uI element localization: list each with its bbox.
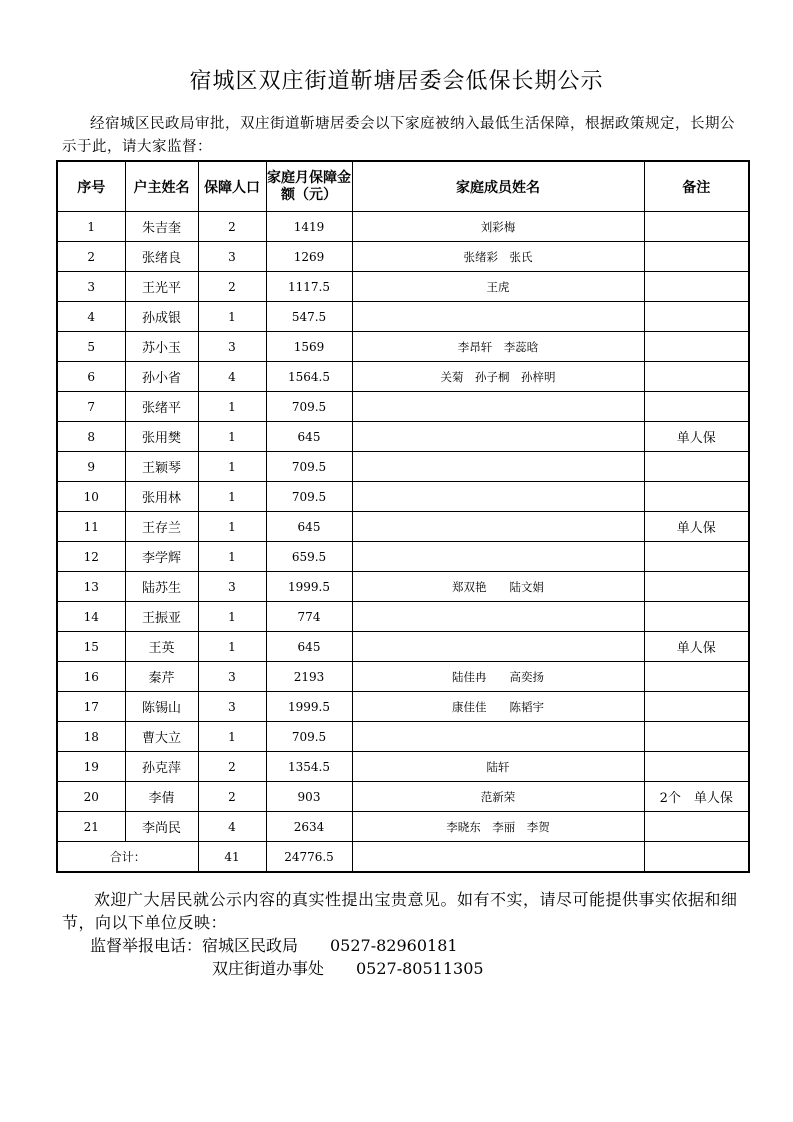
header-people: 保障人口 [198,161,266,212]
table-row [57,242,749,272]
cell-note [644,362,749,392]
cell-members: 康佳佳 陈韬宇 [352,692,644,722]
cell-head-name: 王存兰 [125,512,198,542]
table-row [57,422,749,452]
cell-no: 7 [57,392,125,422]
cell-amount: 1569 [266,332,352,362]
cell-no: 6 [57,362,125,392]
cell-members: 王虎 [352,272,644,302]
cell-no: 11 [57,512,125,542]
total-members [352,842,644,873]
cell-members [352,392,644,422]
cell-members: 关菊 孙子桐 孙梓明 [352,362,644,392]
table-row [57,512,749,542]
cell-amount: 709.5 [266,452,352,482]
cell-people: 1 [198,602,266,632]
cell-amount: 2634 [266,812,352,842]
cell-note [644,392,749,422]
cell-no: 19 [57,752,125,782]
intro-paragraph: 经宿城区民政局审批，双庄街道靳塘居委会以下家庭被纳入最低生活保障，根据政策规定，长期公示于此，请大家监督： [62,116,735,155]
cell-amount: 1419 [266,212,352,242]
cell-no: 9 [57,452,125,482]
table-row [57,272,749,302]
cell-note [644,662,749,692]
table-row [57,752,749,782]
cell-amount: 1999.5 [266,572,352,602]
cell-people: 2 [198,782,266,812]
cell-people: 3 [198,242,266,272]
cell-note [644,302,749,332]
cell-people: 1 [198,512,266,542]
cell-no: 10 [57,482,125,512]
header-amount: 家庭月保障金额（元） [266,161,352,212]
table-row [57,332,749,362]
table-row [57,662,749,692]
cell-amount: 1354.5 [266,752,352,782]
cell-members [352,512,644,542]
cell-people: 1 [198,542,266,572]
cell-no: 21 [57,812,125,842]
header-members: 家庭成员姓名 [352,161,644,212]
cell-members [352,632,644,662]
welfare-table [56,160,750,873]
cell-amount: 645 [266,512,352,542]
cell-note [644,812,749,842]
cell-no: 14 [57,602,125,632]
header-note: 备注 [644,161,749,212]
cell-members: 李晓东 李丽 李贺 [352,812,644,842]
cell-head-name: 张用樊 [125,422,198,452]
cell-amount: 1999.5 [266,692,352,722]
cell-head-name: 李学辉 [125,542,198,572]
cell-head-name: 李尚民 [125,812,198,842]
cell-amount: 903 [266,782,352,812]
cell-head-name: 张绪良 [125,242,198,272]
table-header-row [57,161,749,212]
table-row [57,392,749,422]
header-head-name: 户主姓名 [125,161,198,212]
cell-no: 8 [57,422,125,452]
cell-people: 2 [198,212,266,242]
footer [62,888,752,980]
cell-amount: 645 [266,422,352,452]
cell-no: 18 [57,722,125,752]
cell-head-name: 陆苏生 [125,572,198,602]
cell-note [644,272,749,302]
cell-people: 2 [198,752,266,782]
cell-people: 4 [198,812,266,842]
cell-no: 5 [57,332,125,362]
cell-people: 3 [198,332,266,362]
cell-note: 单人保 [644,422,749,452]
cell-members [352,422,644,452]
cell-head-name: 李倩 [125,782,198,812]
cell-head-name: 王振亚 [125,602,198,632]
table-row [57,212,749,242]
cell-members: 刘彩梅 [352,212,644,242]
feedback-paragraph: 欢迎广大居民就公示内容的真实性提出宝贵意见。如有不实，请尽可能提供事实依据和细节，向以下单位反映： [62,890,738,932]
cell-head-name: 秦芹 [125,662,198,692]
cell-amount: 709.5 [266,392,352,422]
cell-members: 范新荣 [352,782,644,812]
cell-members: 郑双艳 陆文娟 [352,572,644,602]
cell-people: 1 [198,632,266,662]
table-row [57,632,749,662]
table-row [57,782,749,812]
cell-members: 李昂轩 李蕊晗 [352,332,644,362]
cell-note: 单人保 [644,512,749,542]
cell-head-name: 张绪平 [125,392,198,422]
cell-no: 13 [57,572,125,602]
cell-members [352,722,644,752]
cell-note [644,332,749,362]
hotline-line-1: 监督举报电话：宿城区民政局 0527-82960181 [90,936,458,955]
cell-note [644,212,749,242]
cell-note [644,542,749,572]
cell-head-name: 苏小玉 [125,332,198,362]
cell-head-name: 王英 [125,632,198,662]
table-row [57,722,749,752]
cell-no: 12 [57,542,125,572]
cell-amount: 645 [266,632,352,662]
cell-note [644,722,749,752]
total-people: 41 [198,842,266,873]
cell-members [352,542,644,572]
cell-note: 单人保 [644,632,749,662]
cell-people: 1 [198,422,266,452]
cell-head-name: 孙小省 [125,362,198,392]
cell-amount: 1117.5 [266,272,352,302]
table-row [57,542,749,572]
cell-no: 3 [57,272,125,302]
total-amount: 24776.5 [266,842,352,873]
table-row [57,482,749,512]
table-row [57,692,749,722]
total-note [644,842,749,873]
cell-people: 1 [198,452,266,482]
cell-amount: 1269 [266,242,352,272]
cell-members: 陆佳冉 高奕扬 [352,662,644,692]
cell-people: 1 [198,482,266,512]
cell-members: 陆轩 [352,752,644,782]
total-label: 合计： [57,842,198,873]
cell-people: 1 [198,392,266,422]
cell-head-name: 张用林 [125,482,198,512]
cell-note [644,752,749,782]
cell-members [352,452,644,482]
cell-amount: 774 [266,602,352,632]
cell-note [644,572,749,602]
cell-note [644,692,749,722]
cell-head-name: 陈锡山 [125,692,198,722]
cell-note [644,482,749,512]
header-no: 序号 [57,161,125,212]
cell-no: 2 [57,242,125,272]
cell-amount: 547.5 [266,302,352,332]
cell-people: 3 [198,692,266,722]
cell-head-name: 王光平 [125,272,198,302]
cell-people: 1 [198,302,266,332]
cell-members [352,482,644,512]
cell-people: 1 [198,722,266,752]
cell-head-name: 曹大立 [125,722,198,752]
cell-note [644,602,749,632]
cell-amount: 659.5 [266,542,352,572]
cell-no: 4 [57,302,125,332]
cell-no: 16 [57,662,125,692]
cell-note [644,452,749,482]
hotline-line-2: 双庄街道办事处 0527-80511305 [212,959,484,978]
cell-note [644,242,749,272]
table-row [57,812,749,842]
cell-people: 3 [198,572,266,602]
cell-amount: 709.5 [266,722,352,752]
table-row [57,452,749,482]
cell-amount: 2193 [266,662,352,692]
cell-note: 2个 单人保 [644,782,749,812]
cell-head-name: 朱吉奎 [125,212,198,242]
cell-no: 20 [57,782,125,812]
cell-people: 3 [198,662,266,692]
cell-members [352,302,644,332]
cell-members: 张绪彩 张氏 [352,242,644,272]
cell-no: 17 [57,692,125,722]
table-row [57,302,749,332]
cell-amount: 1564.5 [266,362,352,392]
cell-people: 4 [198,362,266,392]
total-row [57,842,749,873]
cell-amount: 709.5 [266,482,352,512]
cell-no: 1 [57,212,125,242]
cell-head-name: 孙成银 [125,302,198,332]
table-row [57,572,749,602]
table-row [57,362,749,392]
page-title: 宿城区双庄街道靳塘居委会低保长期公示 [189,69,604,94]
cell-head-name: 孙克萍 [125,752,198,782]
cell-people: 2 [198,272,266,302]
cell-members [352,602,644,632]
cell-no: 15 [57,632,125,662]
cell-head-name: 王颖琴 [125,452,198,482]
table-row [57,602,749,632]
